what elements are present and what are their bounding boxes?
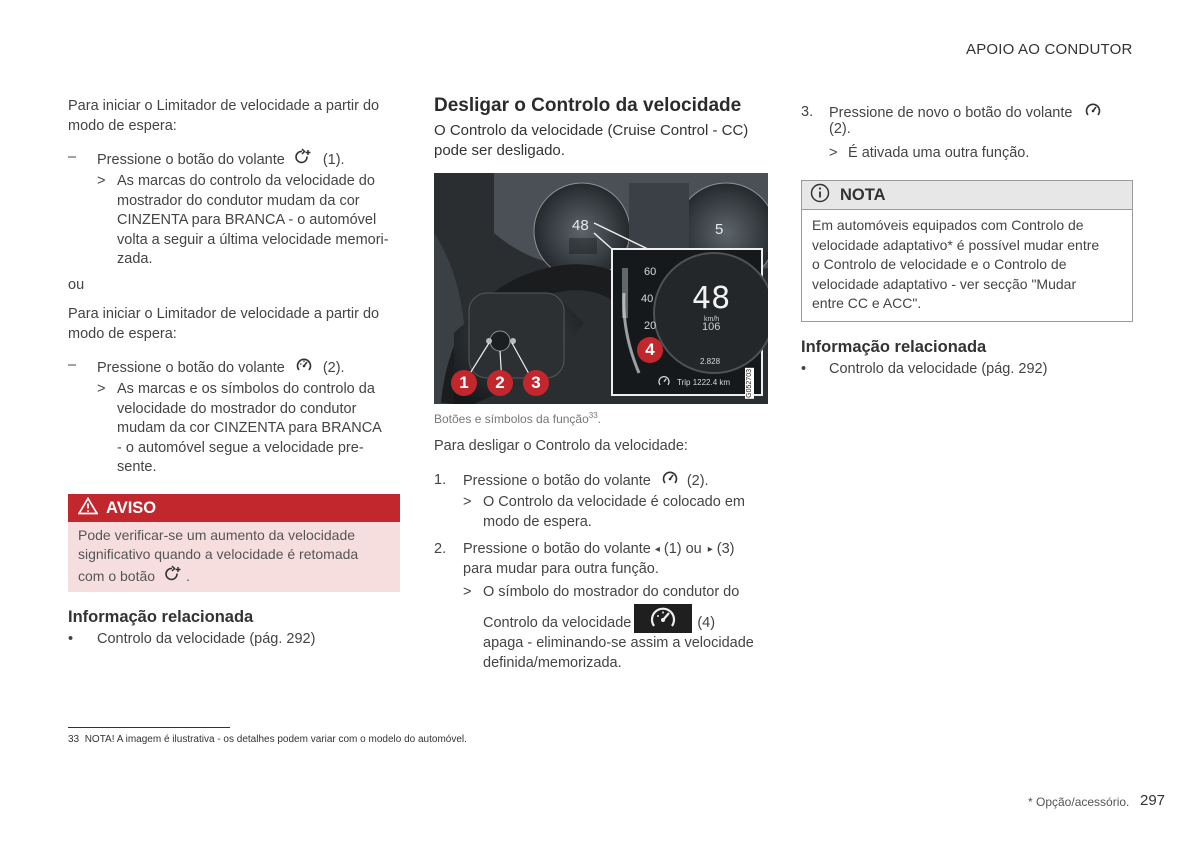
section-subtitle: O Controlo da velocidade (Cruise Control - CC) pode ser desligado. [434, 122, 749, 159]
step-number: 3. [801, 104, 814, 120]
warning-header: AVISO [68, 494, 400, 522]
cruise-symbol-icon [634, 604, 692, 633]
speedometer-button-icon [661, 469, 679, 494]
info-icon [810, 183, 830, 208]
note-body: Em automóveis equipados com Controlo de velocidade adaptativo* é possível mudar entre o Controlo de velocidade e o Controlo de velocidade adaptativo - ver secção "Mudar entre CC e ACC". [812, 217, 1100, 311]
resume-button-icon [293, 148, 313, 173]
option-note: * Opção/acessório. [1028, 795, 1130, 809]
dashboard-illustration [434, 173, 768, 404]
warning-box [68, 494, 400, 592]
bullet: • [801, 361, 807, 377]
sub-speed: 106 [702, 321, 721, 333]
callout-2: 2 [487, 370, 513, 396]
callout-3: 3 [523, 370, 549, 396]
trip-readout: Trip 1222.4 km [677, 378, 731, 387]
step-dash: – [68, 149, 77, 165]
speed-tick: 40 [641, 293, 654, 305]
intro-paragraph-1: Para iniciar o Limitador de velocidade a partir do modo de espera: [68, 98, 380, 134]
related-link[interactable]: Controlo da velocidade (pág. 292) [97, 631, 316, 647]
speed-tick: 20 [644, 320, 657, 332]
image-code: G052703 [746, 369, 753, 398]
section-title: Desligar o Controlo da velocidade [434, 95, 742, 116]
callout-4: 4 [637, 337, 663, 363]
section-header: APOIO AO CONDUTOR [966, 41, 1133, 58]
step-1: Pressione o botão do volante (1). [97, 148, 345, 173]
rpm-gear: 5 [715, 221, 724, 238]
cluster-speed-small: 48 [572, 217, 589, 234]
step-3-off: Pressione de novo o botão do volante [829, 101, 1102, 126]
step-1-result: As marcas do controlo da velocidade do mostrador do condutor mudam da cor CINZENTA para BRANCA - o automóvel volta a seguir a última velocidade memori- zada. [117, 173, 389, 267]
step-2-result: As marcas e os símbolos do controlo da velocidade do mostrador do condutor mudam da cor CINZENTA para BRANCA - o automóvel segue a velocidade pre- sente. [117, 381, 382, 475]
result-marker: > [97, 173, 106, 189]
speedometer-button-icon [295, 356, 313, 381]
result-marker: > [463, 494, 472, 510]
step-1-off-result: O Controlo da velocidade é colocado em modo de espera. [483, 494, 745, 530]
right-arrow-icon: ▸ [707, 544, 713, 555]
related-info-title: Informação relacionada [68, 608, 254, 626]
callout-1: 1 [451, 370, 477, 396]
speedometer-button-icon [1084, 101, 1102, 126]
result-marker: > [463, 584, 472, 600]
step-2-off: Pressione o botão do volante ◂ (1) ou ▸ (3) para mudar para outra função. [463, 541, 735, 577]
step-2-off-result-line-1: O símbolo do mostrador do condutor do [483, 584, 740, 600]
step-3-ref: (2). [829, 121, 851, 137]
step-dash: – [68, 357, 77, 373]
resume-button-icon [163, 565, 183, 588]
related-info-title: Informação relacionada [801, 338, 987, 356]
bullet: • [68, 631, 74, 647]
step-number: 1. [434, 472, 447, 488]
footnote: 33 NOTA! A imagem é ilustrativa - os detalhes podem variar com o modelo do automóvel. [68, 734, 467, 745]
left-arrow-icon: ◂ [654, 544, 660, 555]
step-2-off-result-line-2: Controlo da velocidade (4) [483, 604, 715, 633]
image-caption: Botões e símbolos da função$^{33}$. [434, 411, 602, 426]
step-1-off: Pressione o botão do volante (2). [463, 469, 709, 494]
intro-paragraph-2: Para iniciar o Limitador de velocidade a partir do modo de espera: [68, 306, 380, 342]
warning-body: Pode verificar-se um aumento da velocidade significativo quando a velocidade é retomada com o botão . [68, 522, 400, 592]
note-box [801, 180, 1133, 322]
step-3-result: É ativada uma outra função. [848, 145, 1030, 161]
speed-readout: 48 [692, 281, 731, 316]
odometer: 2.828 [700, 357, 721, 366]
speed-tick: 60 [644, 266, 657, 278]
step-2: Pressione o botão do volante (2). [97, 356, 345, 381]
warning-triangle-icon [78, 497, 98, 520]
page-number: 297 [1140, 792, 1166, 809]
result-marker: > [829, 145, 838, 161]
or-text: ou [68, 277, 85, 293]
related-link[interactable]: Controlo da velocidade (pág. 292) [829, 361, 1048, 377]
note-header: NOTA [802, 181, 1132, 210]
step-2-off-result-line-3: apaga - eliminando-se assim a velocidade definida/memorizada. [483, 635, 754, 671]
step-number: 2. [434, 541, 447, 557]
speed-unit: km/h [704, 316, 720, 323]
footnote-rule [68, 727, 230, 728]
result-marker: > [97, 381, 106, 397]
cruise-speedometer-icon [657, 374, 671, 393]
instruction-intro: Para desligar o Controlo da velocidade: [434, 438, 688, 454]
